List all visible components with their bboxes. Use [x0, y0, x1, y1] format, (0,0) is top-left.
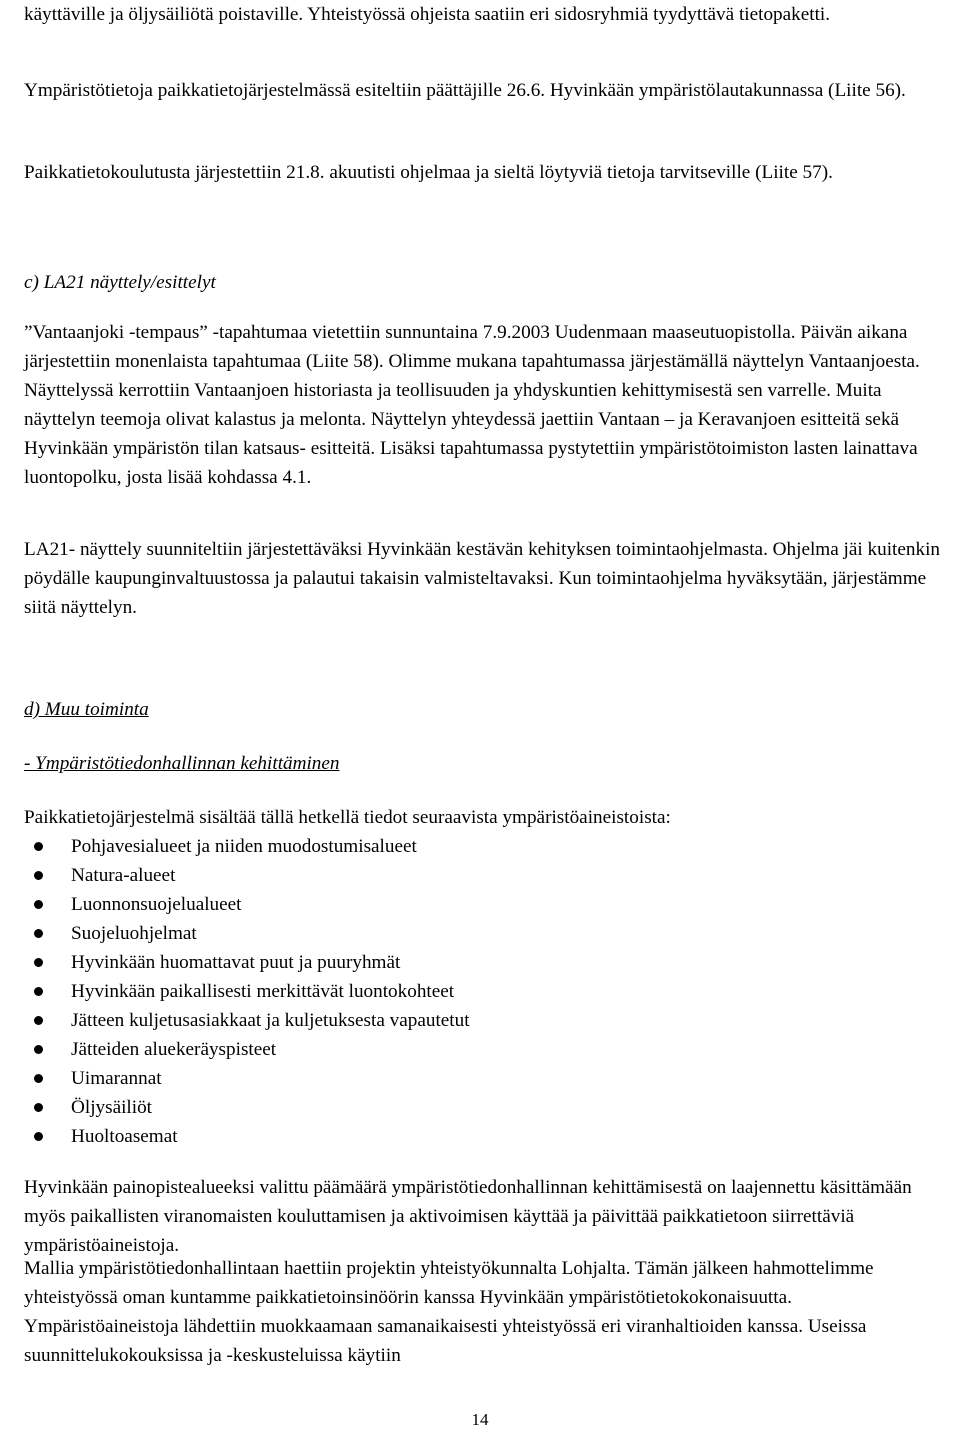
list-item: Suojeluohjelmat: [0, 919, 944, 948]
list-item: Jätteen kuljetusasiakkaat ja kuljetuksesta vapautetut: [0, 1006, 944, 1035]
bullet-dot-icon: [34, 842, 43, 851]
bullet-dot-icon: [34, 1016, 43, 1025]
paragraph-gis-contents-intro: Paikkatietojärjestelmä sisältää tällä hetkellä tiedot seuraavista ympäristöaineistoista:: [24, 807, 671, 828]
list-item: Uimarannat: [0, 1064, 944, 1093]
list-item: Öljysäiliöt: [0, 1093, 944, 1122]
bullet-dot-icon: [34, 987, 43, 996]
list-item: Huoltoasemat: [0, 1122, 944, 1151]
paragraph-oil-tank-guidance: käyttäville ja öljysäiliötä poistaville. Yhteistyössä ohjeista saatiin eri sidosryhmiä tyydyttävä tietopaketti.: [24, 4, 831, 25]
bullet-dot-icon: [34, 1132, 43, 1141]
bullet-dot-icon: [34, 929, 43, 938]
heading-other-activities: d) Muu toiminta: [24, 699, 149, 720]
list-item: Hyvinkään huomattavat puut ja puuryhmät: [0, 948, 944, 977]
paragraph-la21-exhibition-plan: LA21- näyttely suunniteltiin järjestettäväksi Hyvinkään kestävän kehityksen toimintaohjelmasta. Ohjelma jäi kuitenkin pöydälle kaupunginvaltuustossa ja palautui takaisin valmisteltavaksi. Kun toimintaohjelma hyväksytään, järjestämme siitä näyttelyn.: [24, 539, 940, 618]
heading-la21-exhibitions: c) LA21 näyttely/esittelyt: [24, 272, 216, 293]
list-item: Luonnonsuojelualueet: [0, 890, 944, 919]
bullet-dot-icon: [34, 958, 43, 967]
list-item: Hyvinkään paikallisesti merkittävät luontokohteet: [0, 977, 944, 1006]
paragraph-gis-presentation: Ympäristötietoja paikkatietojärjestelmässä esiteltiin päättäjille 26.6. Hyvinkään ympäristölautakunnassa (Liite 56).: [24, 80, 906, 101]
list-item: Natura-alueet: [0, 861, 944, 890]
bullet-dot-icon: [34, 1045, 43, 1054]
paragraph-focus-area: Hyvinkään painopistealueeksi valittu päämäärä ympäristötiedonhallinnan kehittämisestä on laajennettu käsittämään myös paikallisten viranomaisten kouluttamisen ja aktivoimisen käyttää ja päivittää paikkatietoon siirrettäviä ympäristöaineistoja.: [24, 1177, 912, 1256]
environmental-datasets-list: [0, 832, 944, 1151]
paragraph-lohja-model: Mallia ympäristötiedonhallintaan haettiin projektin yhteistyökunnalta Lohjalta. Tämän jälkeen hahmottelimme yhteistyössä oman kuntamme paikkatietoinsinöörin kanssa Hyvinkään ympäristötietokokonaisuutta. Ympäristöaineistoja lähdettiin muokkaamaan samanaikaisesti yhteistyössä eri viranhaltioiden kanssa. Useissa suunnittelukokouksissa ja -keskusteluissa käytiin: [24, 1258, 874, 1366]
list-item: Pohjavesialueet ja niiden muodostumisalueet: [0, 832, 944, 861]
bullet-dot-icon: [34, 871, 43, 880]
page-number: 14: [471, 1410, 489, 1429]
bullet-dot-icon: [34, 1103, 43, 1112]
bullet-dot-icon: [34, 900, 43, 909]
list-item: Jätteiden aluekeräyspisteet: [0, 1035, 944, 1064]
paragraph-vantaanjoki-event: ”Vantaanjoki -tempaus” -tapahtumaa vietettiin sunnuntaina 7.9.2003 Uudenmaan maaseutuopistolla. Päivän aikana järjestettiin monenlaista tapahtumaa (Liite 58). Olimme mukana tapahtumassa järjestämällä näyttelyn Vantaanjoesta. Näyttelyssä kerrottiin Vantaanjoen historiasta ja teollisuuden ja yhdyskuntien kehittymisestä sen varrelle. Muita näyttelyn teemoja olivat kalastus ja melonta. Näyttelyn yhteydessä jaettiin Vantaan – ja Keravanjoen esitteitä sekä Hyvinkään ympäristön tilan katsaus- esitteitä. Lisäksi tapahtumassa pystytettiin ympäristötoimiston lasten lainattava luontopolku, josta lisää kohdassa 4.1.: [24, 322, 920, 488]
bullet-dot-icon: [34, 1074, 43, 1083]
subheading-environmental-data-management: - Ympäristötiedonhallinnan kehittäminen: [24, 753, 340, 774]
paragraph-gis-training: Paikkatietokoulutusta järjestettiin 21.8. akuutisti ohjelmaa ja sieltä löytyviä tietoja tarvitseville (Liite 57).: [24, 162, 833, 183]
